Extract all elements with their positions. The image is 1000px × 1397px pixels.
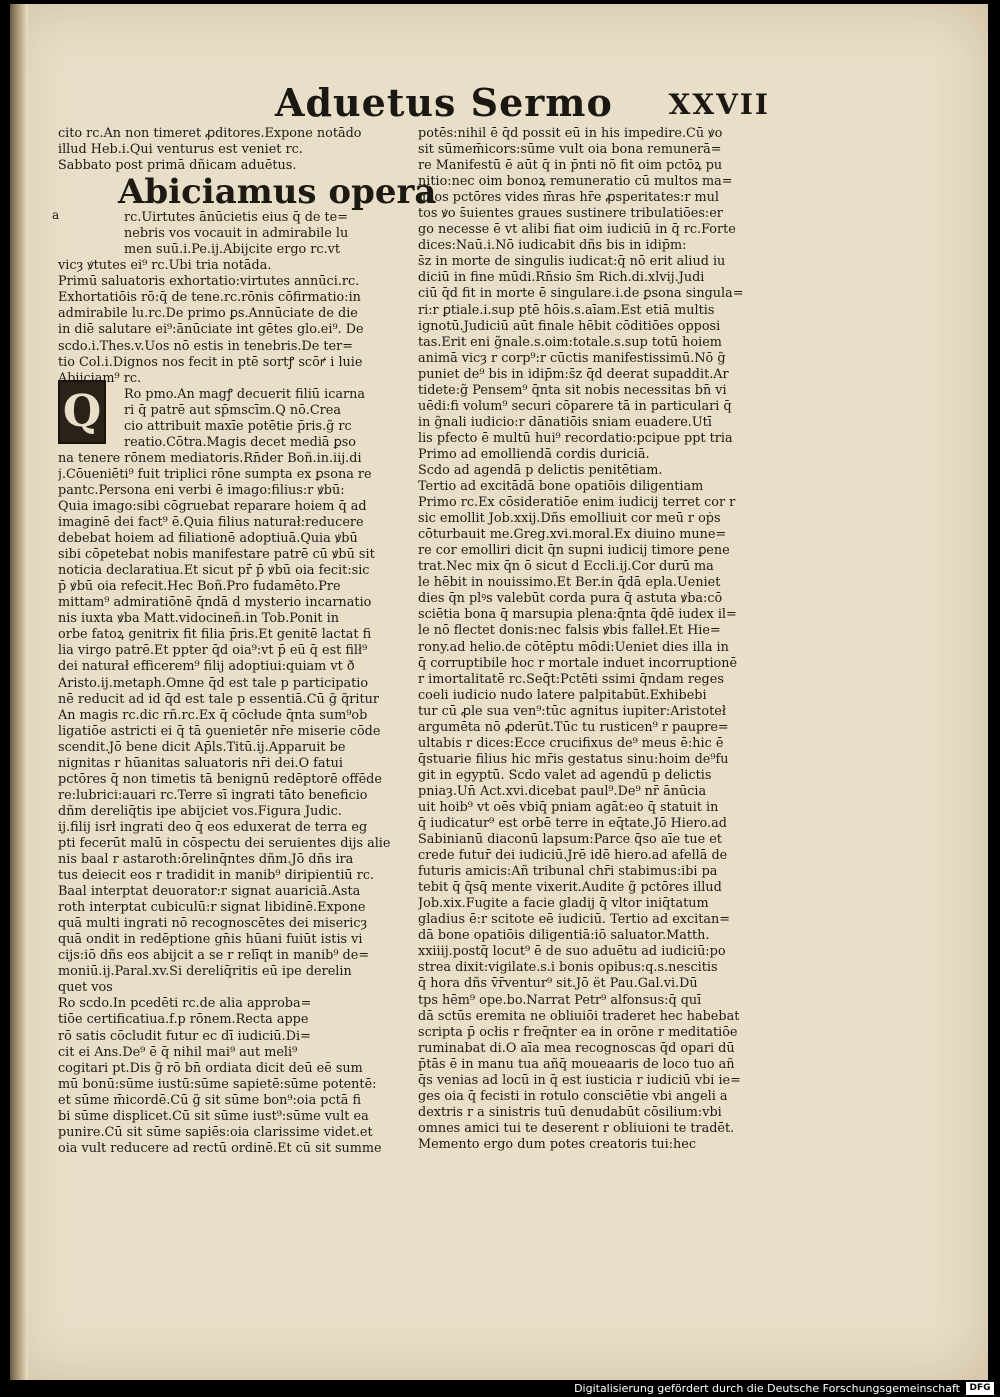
text-line: punire.Cū sit sūme sapiēs:oia clarissime videt̄.et [58,1124,373,1140]
text-line: p̄tās ē in manu tua añq̄ moueaaris de loco tuo añ [418,1056,735,1072]
text-line: Aristo.ij.metaph.Omne q̄d est tale p participatio [58,675,369,691]
text-line: noticia declaratiua.Et sicut pr̄ p̄ ꝟbū oia fecit:sic [58,563,370,579]
text-line: Primū saluatoris exhortatio:virtutes annūci.rc. [58,274,360,290]
text-line: pti fecerūt malū in cōspectu dei seruientes dijs alie [58,835,391,851]
text-line: gladius ē:r scitote eē iudiciū. Tertio ad excitan= [418,912,730,928]
text-line: admirabile lu.rc.De primo ꝑs.Annūciate de die [58,306,358,322]
text-line: dei naturał efficerem⁹ filij adoptiui:quiam vt ð [58,659,355,675]
text-line: tebit q̄ q̄sq̄ mente vixerit.Audite g̃ pctōres illud [418,880,722,896]
text-line: futuris amicis:Añ tribunal chr̄i stabimus:ibi pa [418,864,718,880]
text-line: nebris vos vocauit in admirabile lu [124,226,349,242]
text-line: rony.ad helio.de cōtēptu mōdi:Ueniet dies illa in [418,639,729,655]
text-line: strea dixit:vigilate.s.i bonis opibus:q.s.nescitis [418,960,718,976]
text-line: Tertio ad excitādā bone opatiōis diligentiam [418,479,704,495]
text-line: pantc.Persona eni verbi ē imago:filius:r ꝟbū: [58,482,345,498]
text-line: tus deiecit eos r tradidit in manib⁹ diripientiū rc. [58,868,375,884]
text-line: pctōres q̄ non timetis tā benignū redēptorē offēde [58,771,382,787]
text-line: r imortalitatē rc.Seq̄t:Pctēti ssimi q̄ndam reges [418,671,724,687]
text-line: animā vicȝ r corp⁹:r cūctis manifestissimū.Nō g̃ [418,350,726,366]
text-line: moniū.ij.Paral.xv.Si dereliq̄ritis eū ipe derelin [58,964,352,980]
text-line: tas.Erit eni g̃nale.s.oim:totale.s.sup totū hoiem [418,334,722,350]
text-line: scendit.Jō bene dicit Ap̄ls.Titū.ij.Apparuit be [58,739,346,755]
text-line: nitio:nec oim bonoꝝ remuneratio cū multos ma= [418,174,733,190]
text-line: cito rc.An non timeret ꝓditores.Expone notādo [58,126,362,141]
text-line: crede futur̄ dei iudiciū.Jrē idē hiero.ad afellā de [418,848,728,864]
text-line: quā ondit in redēptione gn̄is hūani fuiūt istis vi [58,932,363,948]
text-line: Job.xix.Fugite a facie gladij q̄ vltor iniq̄tatum [418,896,709,912]
text-line: Ro pmo.An magꝭ decuerit filiū icarna [124,386,365,402]
text-line: nis iuxta ꝟba Matt.vidocineñ.in Tob.Ponit in [58,611,339,627]
text-line: scripta p̄ ocłis r freq̄nter ea in orōne r meditatiōe [418,1024,738,1040]
text-line: dñm dereliq̄tis ipe abijciet vos.Figura Judic. [58,803,342,819]
right-column [418,126,756,1153]
text-line: potēs:nihil ē q̄d possit eū in his impedire.Cū ꝟo [418,126,723,141]
text-line: diciū in fine mūdi.Rn̄sio s̄m Rich.di.xlvij.Judi [418,270,705,286]
text-line: ligatiōe astricti ei q̄ tā ꝯuenietēr nr̄e miserie cōde [58,723,381,739]
text-line: tiōe certificatiua.f.p rōnem.Recta appe [58,1012,309,1028]
text-line: sciētia bona q̄ marsupia plena:q̄nta q̄dē iudex il= [418,607,737,623]
text-line: le hēbit in nouissimo.Et Ber.in q̄dā epl̄a.Ueniet [418,575,721,591]
text-line: et sūme m̄icordē.Cū g̃ sit sūme bon⁹:oia pctā fi [58,1092,362,1108]
folio-number: XXVII [668,88,770,121]
text-line: lis pfecto ē multū hui⁹ recordatio:pcipue ppt̄ tria [418,430,733,446]
text-line: dextris r a sinistris tuū denudabūt cōsilium:vbi [418,1104,722,1120]
text-line: dices:Naū.i.Nō iudicabit dñs bis in idip̄m: [418,238,687,254]
text-line: git in egyptū. Scdo valet ad agendū p delictis [418,767,712,783]
text-line: vicȝ ꝟtutes ei⁹ rc.Ubi tria notāda. [58,258,272,274]
text-line: Ro scdo.In pcedēti rc.de alia approba= [58,996,312,1012]
text-line: ultabis r dices:Ecce crucifixus de⁹ meus ē:hic ē [418,735,724,751]
text-line: xxiiij.postq̄ locut⁹ ē de suo aduētu ad iudiciū:po [418,944,726,960]
text-line: ij.filij isrł ingrati deo q̄ eos eduxerat de terra eg [58,819,368,835]
text-line: Scdo ad agendā p delictis penitētiam. [418,462,663,478]
text-line: sic emollit Job.xxij.Dñs emolliuit cor meū r oṗs [418,511,721,527]
left-column [58,126,437,1157]
text-line: dies q̄n plꝰs valebūt corda pura q̄ astuta ꝟba:cō [418,591,723,607]
left-column-body-part-1 [58,210,396,387]
text-line: lia virgo patrē.Et ppter q̄d oia⁹:vt p̄ eū q̄ est filł⁹ [58,643,368,659]
text-line: rc.Uirtutes ānūcietis eius q̄ de te= [124,210,348,226]
text-line: na tenere rōnem mediatoris.Rn̄der Boñ.in.iij.di [58,450,362,466]
text-line: cijs:iō dñs eos abijcit a se r relīqt in manib⁹ de= [58,948,370,964]
text-line: s̄z in morte de singulis iudicat:q̄ nō erit aliud iu [418,254,726,270]
text-line: re:lubrici:auari rc.Terre sī ingrati tāto beneficio [58,787,368,803]
text-line: sibi cōpetebat nobis manifestare patrē cū ꝟbū sit [58,547,375,563]
dfg-logo: DFG [966,1382,994,1395]
text-line: argumēta nō ꝓderūt.Tūc tu rusticen⁹ r paupre= [418,719,729,735]
text-line: dā sctūs eremita ne obliuiōi traderet hec habebat [418,1008,740,1024]
text-line: pniaȝ.Un̄ Act.xvi.dicebat paul⁹.De⁹ nr̄ ānūcia [418,783,707,799]
sermon-opening-heading: Abiciamus opera [118,172,437,213]
text-line: uit hoib⁹ vt oēs vbiq̄ pniam agāt:eo q̄ statuit in [418,799,719,815]
left-column-intro [58,126,396,174]
text-line: j.Cōueniēti⁹ fuit triplici rōne sumpta ex ꝑsona re [58,466,372,482]
text-line: orbe fatoꝝ genitrix fit filia p̄ris.Et genitē lactat fi [58,627,372,643]
text-line: Baal interptat̄ deuorator:r signat auariciā.Asta [58,884,361,900]
text-line: debebat hoiem ad filiationē adoptiuā.Quia ꝟbū [58,531,358,547]
text-line: men suū.i.Pe.ij.Abijcite ergo rc.vt [124,242,341,258]
page-spine-shadow [10,4,28,1380]
text-line: dā bone opatiōis diligentiā:iō saluator.Matth. [418,928,710,944]
text-line: q̄stuarie filius hic mr̄is gestatus sinu:hoim de⁹fu [418,751,729,767]
text-line: cogitari pt.Dis g̃ rō bn̄ ordiata dicit deū eē sum [58,1060,363,1076]
text-line: quā multi ingrati nō recognoscētes dei misericȝ [58,916,368,932]
text-line: Quia imago:sibi cōgruebat reparare hoiem q̄ ad [58,498,367,514]
text-line: q̄s venias ad locū in q̄ est iusticia r iudiciū vbi ie= [418,1072,741,1088]
text-line: sit sūmem̄icors:sūme vult oia bona remunerā= [418,142,722,158]
text-line: trat̄.Nec mix q̄n ō sicut d̄ Eccli.ij.Cor durū ma [418,559,714,575]
text-line: q̄ hora dñs v̄r̄ventur⁹ sit.Jō ët Pau.Gal.vi.Dū [418,976,698,992]
text-line: An magis rc.dic rñ.rc.Ex q̄ cōcłude q̄nta sum⁹ob [58,707,368,723]
text-line: Sabbato post primā dñicam aduētus. [58,158,297,174]
text-line: mittam⁹ admiratiōnē q̄ndā d̄ mysterio incarnatio [58,595,372,611]
text-line: gnos pctōres vides m̄ras hr̄e ꝓsperitates:r mul [418,190,720,206]
text-line: nignitas r hūanitas saluatoris nr̄i dei.O fatui [58,755,344,771]
text-line: Primo ad emolliendā cordis duriciā. [418,446,650,462]
text-line: ruminabat di.O aīa mea recognoscas q̄d opari dū [418,1040,735,1056]
text-line: imaginē dei fact⁹ ē.Quia filius naturał:reducere [58,515,364,531]
text-line: nis baal r astaroth:ōrelinq̄ntes dñm.Jō dñs ira [58,852,354,868]
text-line: scdo.i.Thes.v.Uos nō estis in tenebris.De ter= [58,338,353,354]
text-line: illud Heb.i.Qui venturus est veniet rc. [58,142,303,158]
text-line: roth interptat̄ cubiculū:r signat libidinē.Expone [58,900,366,916]
text-line: Sabinianū diaconū lapsum:Parce q̄so aīe tue et [418,832,722,848]
text-line: uēdi:fi volum⁹ securi cōparere tā in particulari q̄ [418,398,732,414]
text-line: Primo rc.Ex cōsideratiōe enim iudicij terret cor r [418,495,736,511]
text-line: bi sūme displicet.Cū sit sūme iust⁹:sūme vult ea [58,1108,369,1124]
text-line: tos ꝟo s̄uientes graues sustinere tribulatiōes:er [418,206,723,222]
text-line: tps hēm⁹ ope.bo.Narrat Petr⁹ alfonsus:q̄ quī [418,992,702,1008]
text-line: rō satis cōcludit futur ec dī iudiciū.Di= [58,1028,311,1044]
text-line: tur cū ꝓle sua ven⁹:tūc agnitus iupiter:Aristoteł [418,703,726,719]
text-line: tio Col.i.Dignos nos fecit in ptē sortꝭ scōꝵ i luie [58,354,363,370]
text-line: Abijciam⁹ rc. [58,370,142,386]
text-line: q̄ iudicatur⁹ est orbē terre in eq̄tate.Jō Hiero.ad [418,816,727,832]
text-line: reatio.Cōtra.Magis decet mediā ꝑso [124,434,357,450]
text-line: cōturbauit me.Greg.xvi.moral.Ex diuino mune= [418,527,727,543]
text-line: quet vos [58,980,113,996]
text-line: oia vult reducere ad rectū ordinē.Et cū sit summe [58,1140,382,1156]
right-column-body [418,126,756,1153]
text-line: in diē salutare ei⁹:ānūciate int̄ gētes glo.ei⁹. De [58,322,364,338]
text-line: q̄ corruptibile hoc r mortale induet incorruptionē [418,655,738,671]
text-line: go necesse ē vt alibi fiat oim iudiciū in q̄ rc.Forte [418,222,736,238]
text-line: cit ei Ans.De⁹ ē q̄ nihil mai⁹ aut meli⁹ [58,1044,298,1060]
text-line: ges oia q̄ fecisti in rotulo consciētie vbi angeli a [418,1088,728,1104]
text-line: Exhortatiōis rō:q̄ de tene.rc.rōnis cōfirmatio:in [58,290,361,306]
text-line: omnes amici tui te deserent r obliuioni te tradēt. [418,1120,735,1136]
text-line: ciū q̄d fit in morte ē singulare.i.de ꝑsona singula= [418,286,744,302]
left-column-body-part-2 [58,387,396,1157]
text-line: ri q̄ patrē aut sp̄mscīm.Q̄ nō.Crea [124,402,341,418]
text-line: in g̃nali iudicio:r dānatiōis sniam euadere.Utī [418,414,712,430]
text-line: re cor emolliri dicit q̄n supni iudicij timore ꝑene [418,543,730,559]
text-line: puniet de⁹ bis in idip̄m:s̄z q̄d deerat supaddit.Ar [418,366,729,382]
header-title: Aduetus Sermo [275,80,613,125]
margin-letter: a [52,208,60,222]
text-line: ignotū.Judiciū aūt finale hēbit cōditiōes opposi [418,318,721,334]
text-line: coeli iudicio nudo latere palpitabūt.Exhibebi [418,687,707,703]
text-line: re Manifestū ē aūt q̄ in p̄nti nō fit oim pctōꝝ pu [418,158,723,174]
footer-bar [0,1380,1000,1397]
text-line: cio attribuit maxīe potētie p̄ris.g̃ rc [124,418,352,434]
text-line: le nō flectet donis:nec falsis ꝟbis falleł.Et Hie= [418,623,721,639]
text-line: nē reducit ad id q̄d est tale p essentiā.Cū g̃ q̃ritur [58,691,380,707]
text-line: tidete:g̃ Pensem⁹ q̄nta sit nobis necessitas bn̄ vi [418,382,727,398]
decorated-initial: Q [58,380,106,444]
text-line: Memento ergo dum potes creatoris tui:hec [418,1136,697,1152]
text-line: p̄ ꝟbū oia refecit.Hec Boñ.Pro fudamēto.Pre [58,579,341,595]
text-line: mū bonū:sūme iustū:sūme sapietē:sūme potentē: [58,1076,377,1092]
text-line: ri:r ꝑtiale.i.sup ptē hōis.s.aīam.Est etiā multis [418,302,715,318]
footer-credit: Digitalisierung gefördert durch die Deutsche Forschungsgemeinschaft [574,1382,960,1395]
